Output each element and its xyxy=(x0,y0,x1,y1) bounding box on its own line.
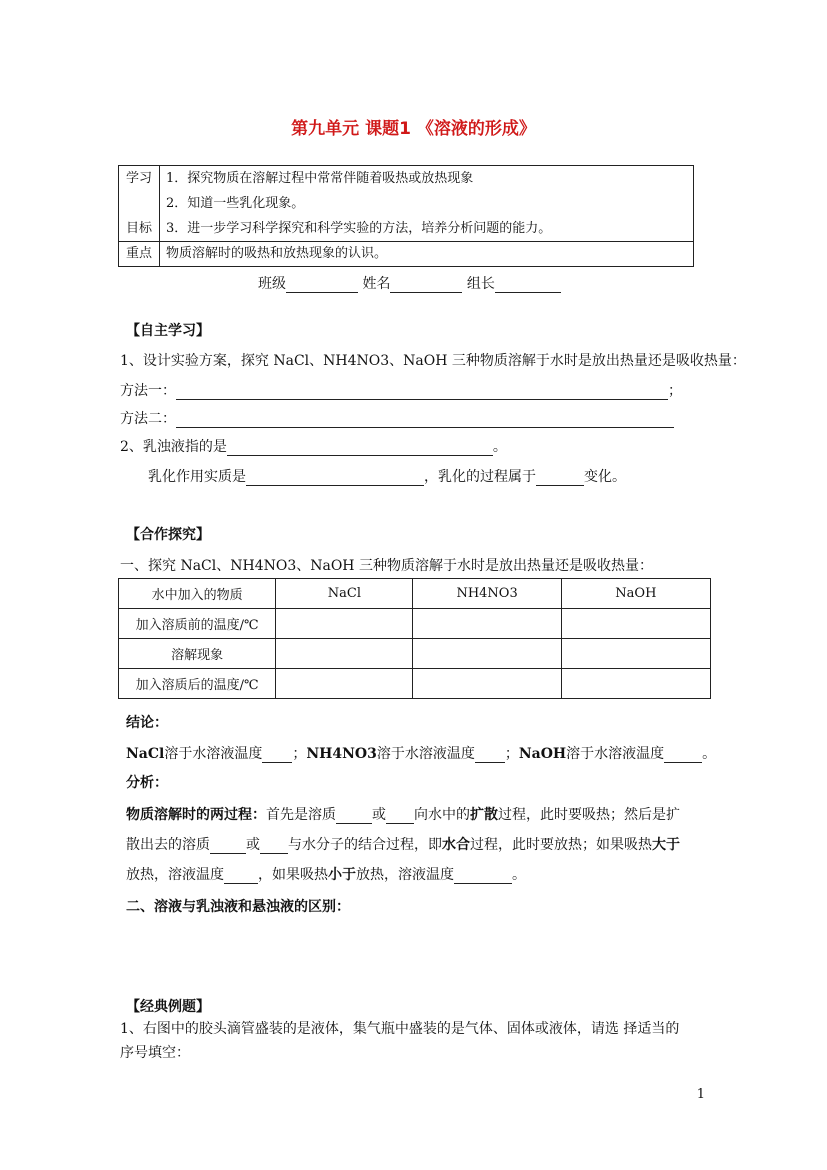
experiment-table xyxy=(118,578,711,699)
analysis-line-3 xyxy=(126,864,526,884)
coop-heading: 【合作探究】 xyxy=(126,527,210,543)
coop-intro: 一、探究 NaCl、NH4NO3、NaOH 三种物质溶解于水时是放出热量还是吸收热量： xyxy=(120,558,653,574)
goal-item-1: 1．探究物质在溶解过程中常常伴随着吸热或放热现象 xyxy=(166,171,474,186)
a3-text-2: ，如果吸热 xyxy=(258,867,328,883)
header-nacl: NaCl xyxy=(276,579,413,609)
a2-text-1: 散出去的溶质 xyxy=(126,837,210,853)
key-text: 物质溶解时的吸热和放热现象的认识。 xyxy=(160,242,694,267)
q3-text-c: 变化。 xyxy=(584,469,626,485)
q2-end: 。 xyxy=(492,439,507,455)
example-q1-line-1: 1、右图中的胶头滴管盛装的是液体，集气瓶中盛装的是气体、固体或液体，请选 择适当的 xyxy=(120,1021,680,1037)
cell-nacl-before[interactable] xyxy=(276,609,413,639)
a3-blank-1[interactable] xyxy=(224,867,258,884)
section-two-heading: 二、溶液与乳浊液和悬浊液的区别： xyxy=(126,899,350,915)
cell-naoh-phenomenon[interactable] xyxy=(561,639,710,669)
a1-bold: 物质溶解时的两过程： xyxy=(126,807,266,823)
class-label: 班级 xyxy=(258,276,286,292)
cell-nh4no3-after[interactable] xyxy=(413,669,561,699)
cell-nacl-phenomenon[interactable] xyxy=(276,639,413,669)
a2-text-3: 与水分子的结合过程，即 xyxy=(288,837,442,853)
a2-text-4: 过程，此时要放热；如果吸热 xyxy=(470,837,652,853)
row-label-temp-after: 加入溶质后的温度/℃ xyxy=(119,669,276,699)
a1-blank-1[interactable] xyxy=(336,807,372,824)
cell-nacl-after[interactable] xyxy=(276,669,413,699)
a2-blank-1[interactable] xyxy=(210,837,246,854)
page-title: 第九单元 课题1 《溶液的形成》 xyxy=(291,119,536,139)
leader-blank[interactable] xyxy=(495,276,561,293)
goals-label-cell xyxy=(119,166,160,242)
conc-naoh: NaOH xyxy=(518,746,567,762)
leader-label: 组长 xyxy=(466,276,495,292)
row-label-phenomenon: 溶解现象 xyxy=(119,639,276,669)
header-nh4no3: NH4NO3 xyxy=(413,579,561,609)
a1-text-4: 过程，此时要吸热；然后是扩 xyxy=(498,807,680,823)
method-one-end: ； xyxy=(668,383,682,399)
method-one-line xyxy=(120,380,682,400)
q3-text-a: 乳化作用实质是 xyxy=(148,469,246,485)
goal-item-2: 2．知道一些乳化现象。 xyxy=(166,196,305,211)
example-q1-line-2: 序号填空： xyxy=(120,1045,190,1061)
name-label: 姓名 xyxy=(362,276,391,292)
conc-nacl: NaCl xyxy=(126,746,165,762)
conclusion-line xyxy=(126,743,716,763)
key-label: 重点 xyxy=(119,242,160,267)
method-two-label: 方法二： xyxy=(120,411,176,427)
row-label-temp-before: 加入溶质前的温度/℃ xyxy=(119,609,276,639)
name-blank[interactable] xyxy=(390,276,462,293)
conc-sep-1: ； xyxy=(292,746,307,762)
a1-text-3: 向水中的 xyxy=(414,807,470,823)
q2-text: 2、乳浊液指的是 xyxy=(120,439,227,455)
a3-blank-2[interactable] xyxy=(454,867,512,884)
cell-nh4no3-before[interactable] xyxy=(413,609,561,639)
table-header-row xyxy=(119,579,711,609)
a1-blank-2[interactable] xyxy=(386,807,414,824)
cell-naoh-before[interactable] xyxy=(561,609,710,639)
a3-bold: 小于 xyxy=(328,867,356,883)
a2-bold: 水合 xyxy=(442,837,470,853)
q3-blank-2[interactable] xyxy=(536,469,584,486)
q3-blank-1[interactable] xyxy=(246,469,424,486)
conc-blank-3[interactable] xyxy=(664,746,702,763)
self-study-q1: 1、设计实验方案，探究 NaCl、NH4NO3、NaOH 三种物质溶解于水时是放出热量还是吸收热量： xyxy=(120,353,746,369)
conc-text-3: 溶于水溶液温度 xyxy=(566,746,665,762)
table-row xyxy=(119,609,711,639)
goals-list-cell xyxy=(160,166,694,242)
a1-bold-2: 扩散 xyxy=(470,807,498,823)
a2-bold-2: 大于 xyxy=(652,837,680,853)
header-naoh: NaOH xyxy=(561,579,710,609)
conclusion-label: 结论： xyxy=(126,715,168,731)
goals-label-target: 目标 xyxy=(125,221,152,236)
cell-nh4no3-phenomenon[interactable] xyxy=(413,639,561,669)
analysis-line-1 xyxy=(126,804,680,824)
self-study-q3 xyxy=(148,466,626,486)
learning-goals-table xyxy=(118,165,694,267)
table-row xyxy=(119,669,711,699)
conc-blank-1[interactable] xyxy=(262,746,292,763)
self-study-heading: 【自主学习】 xyxy=(126,323,210,339)
conc-blank-2[interactable] xyxy=(475,746,505,763)
method-one-label: 方法一： xyxy=(120,383,176,399)
q2-blank[interactable] xyxy=(227,439,493,456)
method-one-blank[interactable] xyxy=(176,383,668,400)
table-row xyxy=(119,639,711,669)
conc-sep-2: ； xyxy=(504,746,519,762)
conc-text-2: 溶于水溶液温度 xyxy=(376,746,475,762)
cell-naoh-after[interactable] xyxy=(561,669,710,699)
a1-text-2: 或 xyxy=(372,807,386,823)
conc-end: 。 xyxy=(702,746,717,762)
class-blank[interactable] xyxy=(286,276,358,293)
conc-nh4no3: NH4NO3 xyxy=(306,746,377,762)
class-info-line xyxy=(258,273,561,293)
a3-end: 。 xyxy=(512,867,526,883)
a1-text-1: 首先是溶质 xyxy=(266,807,336,823)
a3-text-3: 放热，溶液温度 xyxy=(356,867,454,883)
header-substance: 水中加入的物质 xyxy=(119,579,276,609)
goal-item-3: 3．进一步学习科学探究和科学实验的方法，培养分析问题的能力。 xyxy=(166,221,552,236)
analysis-label: 分析： xyxy=(126,775,168,791)
a2-blank-2[interactable] xyxy=(260,837,288,854)
a2-text-2: 或 xyxy=(246,837,260,853)
q3-text-b: ，乳化的过程属于 xyxy=(424,469,536,485)
examples-heading: 【经典例题】 xyxy=(126,999,210,1015)
method-two-line xyxy=(120,408,674,428)
method-two-blank[interactable] xyxy=(176,411,674,428)
conc-text-1: 溶于水溶液温度 xyxy=(164,746,263,762)
a3-text-1: 放热，溶液温度 xyxy=(126,867,224,883)
goals-label-learn: 学习 xyxy=(125,171,152,186)
analysis-line-2 xyxy=(126,834,680,854)
page-number: 1 xyxy=(696,1087,705,1102)
self-study-q2 xyxy=(120,436,507,456)
